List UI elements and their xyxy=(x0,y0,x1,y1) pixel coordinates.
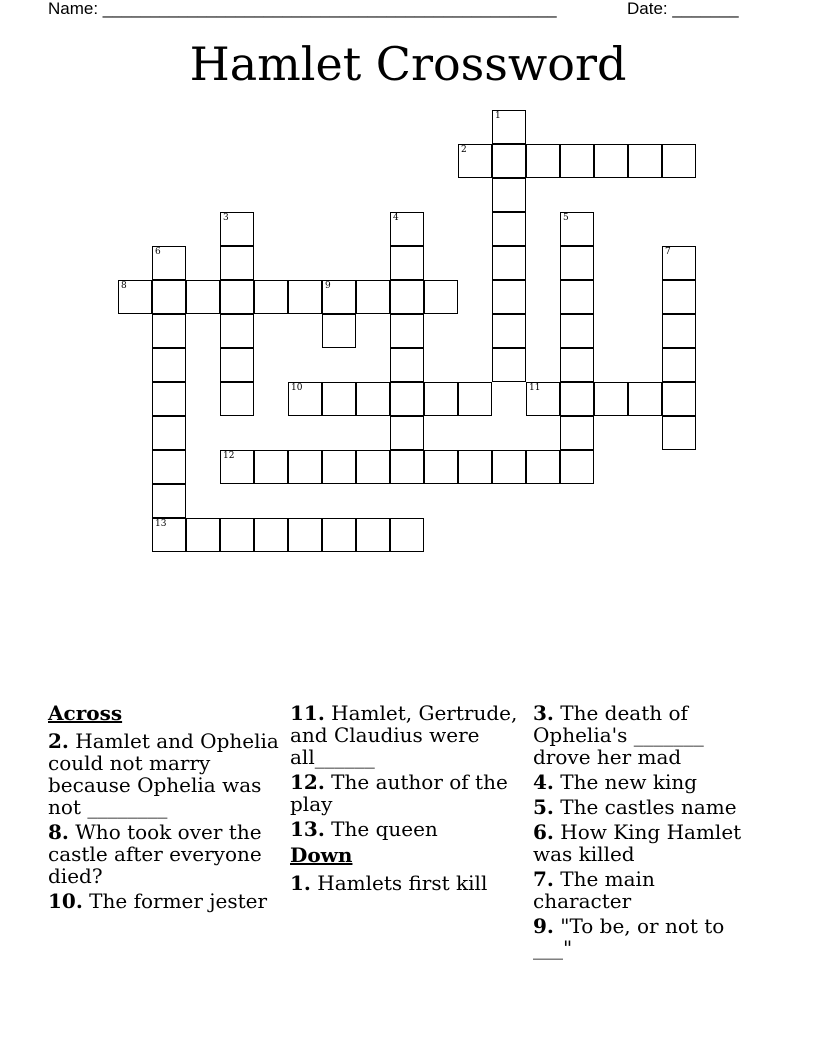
clue-text: The main character xyxy=(533,867,655,913)
clue-across-10 xyxy=(48,890,284,912)
grid-cell[interactable] xyxy=(492,110,526,144)
cell-number: 12 xyxy=(223,451,235,461)
grid-cell[interactable] xyxy=(390,280,424,314)
clue-number: 7. xyxy=(533,867,554,891)
clue-across-12 xyxy=(290,771,526,815)
clue-number: 13. xyxy=(290,817,325,841)
grid-cell[interactable] xyxy=(254,450,288,484)
grid-cell[interactable] xyxy=(492,280,526,314)
grid-cell[interactable] xyxy=(662,246,696,280)
grid-cell[interactable] xyxy=(322,314,356,348)
cell-number: 7 xyxy=(665,247,671,257)
clue-number: 12. xyxy=(290,770,325,794)
grid-cell[interactable] xyxy=(594,144,628,178)
clue-across-11 xyxy=(290,702,526,768)
grid-cell[interactable] xyxy=(288,450,322,484)
grid-cell[interactable] xyxy=(220,382,254,416)
grid-cell[interactable] xyxy=(220,314,254,348)
grid-cell[interactable] xyxy=(220,212,254,246)
grid-cell[interactable] xyxy=(186,518,220,552)
grid-cell[interactable] xyxy=(458,144,492,178)
grid-cell[interactable] xyxy=(220,518,254,552)
grid-cell[interactable] xyxy=(186,280,220,314)
clue-column-1 xyxy=(48,702,284,915)
clue-number: 10. xyxy=(48,889,83,913)
grid-cell[interactable] xyxy=(560,314,594,348)
grid-cell[interactable] xyxy=(424,382,458,416)
clue-number: 5. xyxy=(533,795,554,819)
grid-cell[interactable] xyxy=(492,450,526,484)
grid-cell[interactable] xyxy=(560,144,594,178)
clue-down-5 xyxy=(533,796,748,818)
grid-cell[interactable] xyxy=(560,280,594,314)
clue-text: The author of the play xyxy=(290,770,508,816)
name-line: Name: ________________________________________________ xyxy=(48,0,557,18)
grid-cell[interactable] xyxy=(492,314,526,348)
grid-cell[interactable] xyxy=(628,382,662,416)
grid-cell[interactable] xyxy=(526,450,560,484)
grid-cell[interactable] xyxy=(560,246,594,280)
grid-cell[interactable] xyxy=(322,382,356,416)
clue-text: The former jester xyxy=(89,889,268,913)
grid-cell[interactable] xyxy=(662,314,696,348)
cell-number: 4 xyxy=(393,213,399,223)
grid-cell[interactable] xyxy=(152,416,186,450)
grid-cell[interactable] xyxy=(322,450,356,484)
grid-cell[interactable] xyxy=(662,144,696,178)
grid-cell[interactable] xyxy=(254,518,288,552)
clue-text: The queen xyxy=(331,817,438,841)
grid-cell[interactable] xyxy=(356,382,390,416)
grid-cell[interactable] xyxy=(662,348,696,382)
date-line: Date: _______ xyxy=(627,0,739,18)
clue-number: 4. xyxy=(533,770,554,794)
page-title: Hamlet Crossword xyxy=(189,37,627,91)
grid-cell[interactable] xyxy=(492,246,526,280)
grid-cell[interactable] xyxy=(560,416,594,450)
grid-cell[interactable] xyxy=(220,246,254,280)
grid-cell[interactable] xyxy=(152,382,186,416)
cell-number: 5 xyxy=(563,213,569,223)
grid-cell[interactable] xyxy=(560,382,594,416)
cell-number: 10 xyxy=(291,383,303,393)
clue-text: How King Hamlet was killed xyxy=(533,820,742,866)
clue-number: 11. xyxy=(290,701,325,725)
clue-down-6 xyxy=(533,821,748,865)
grid-cell[interactable] xyxy=(492,348,526,382)
grid-cell[interactable] xyxy=(152,280,186,314)
grid-cell[interactable] xyxy=(458,382,492,416)
cell-number: 6 xyxy=(155,247,161,257)
grid-cell[interactable] xyxy=(560,212,594,246)
grid-cell[interactable] xyxy=(288,518,322,552)
grid-cell[interactable] xyxy=(526,144,560,178)
grid-cell[interactable] xyxy=(356,518,390,552)
cell-number: 2 xyxy=(461,145,467,155)
grid-cell[interactable] xyxy=(662,280,696,314)
clue-text: Hamlet, Gertrude, and Claudius were all______ xyxy=(290,701,518,769)
grid-cell[interactable] xyxy=(356,450,390,484)
grid-cell[interactable] xyxy=(594,382,628,416)
grid-cell[interactable] xyxy=(424,450,458,484)
clue-column-3 xyxy=(533,702,748,962)
grid-cell[interactable] xyxy=(152,518,186,552)
grid-cell[interactable] xyxy=(560,450,594,484)
grid-cell[interactable] xyxy=(152,450,186,484)
grid-cell[interactable] xyxy=(152,348,186,382)
clue-down-3 xyxy=(533,702,748,768)
grid-cell[interactable] xyxy=(662,382,696,416)
clue-number: 6. xyxy=(533,820,554,844)
grid-cell[interactable] xyxy=(424,280,458,314)
grid-cell[interactable] xyxy=(390,314,424,348)
clue-text: Hamlets first kill xyxy=(317,871,488,895)
grid-cell[interactable] xyxy=(288,382,322,416)
grid-cell[interactable] xyxy=(390,246,424,280)
clue-across-8 xyxy=(48,821,284,887)
clue-text: "To be, or not to ___" xyxy=(533,914,725,960)
clue-down-9 xyxy=(533,915,748,959)
clue-number: 9. xyxy=(533,914,554,938)
clue-number: 3. xyxy=(533,701,554,725)
clue-number: 1. xyxy=(290,871,311,895)
cell-number: 11 xyxy=(529,383,541,393)
clue-down-4 xyxy=(533,771,748,793)
grid-cell[interactable] xyxy=(254,280,288,314)
cell-number: 13 xyxy=(155,519,167,529)
across-heading: Across xyxy=(48,701,123,725)
grid-cell[interactable] xyxy=(220,280,254,314)
cell-number: 3 xyxy=(223,213,229,223)
grid-cell[interactable] xyxy=(390,348,424,382)
clue-down-7 xyxy=(533,868,748,912)
clue-text: Hamlet and Ophelia could not marry because Ophelia was not ________ xyxy=(48,729,279,819)
cell-number: 9 xyxy=(325,281,331,291)
clue-text: The castles name xyxy=(560,795,737,819)
grid-cell[interactable] xyxy=(288,280,322,314)
grid-cell[interactable] xyxy=(390,518,424,552)
clue-text: The death of Ophelia's _______ drove her mad xyxy=(533,701,704,769)
clue-down-1 xyxy=(290,872,526,894)
clue-text: Who took over the castle after everyone died? xyxy=(48,820,262,888)
clue-number: 2. xyxy=(48,729,69,753)
grid-cell[interactable] xyxy=(152,314,186,348)
grid-cell[interactable] xyxy=(458,450,492,484)
clue-number: 8. xyxy=(48,820,69,844)
grid-cell[interactable] xyxy=(220,450,254,484)
down-heading: Down xyxy=(290,843,353,867)
grid-cell[interactable] xyxy=(322,518,356,552)
grid-cell[interactable] xyxy=(322,280,356,314)
grid-cell[interactable] xyxy=(220,348,254,382)
grid-cell[interactable] xyxy=(390,382,424,416)
clue-across-13 xyxy=(290,818,526,840)
grid-cell[interactable] xyxy=(492,144,526,178)
grid-cell[interactable] xyxy=(560,348,594,382)
grid-cell[interactable] xyxy=(526,382,560,416)
cell-number: 1 xyxy=(495,111,501,121)
clue-text: The new king xyxy=(560,770,698,794)
clue-across-2 xyxy=(48,730,284,818)
grid-cell[interactable] xyxy=(152,246,186,280)
grid-cell[interactable] xyxy=(152,484,186,518)
grid-cell[interactable] xyxy=(662,416,696,450)
grid-cell[interactable] xyxy=(492,212,526,246)
grid-cell[interactable] xyxy=(356,280,390,314)
grid-cell[interactable] xyxy=(118,280,152,314)
grid-cell[interactable] xyxy=(628,144,662,178)
grid-cell[interactable] xyxy=(390,416,424,450)
cell-number: 8 xyxy=(121,281,127,291)
grid-cell[interactable] xyxy=(390,450,424,484)
grid-cell[interactable] xyxy=(492,178,526,212)
clue-column-2 xyxy=(290,702,526,897)
grid-cell[interactable] xyxy=(390,212,424,246)
